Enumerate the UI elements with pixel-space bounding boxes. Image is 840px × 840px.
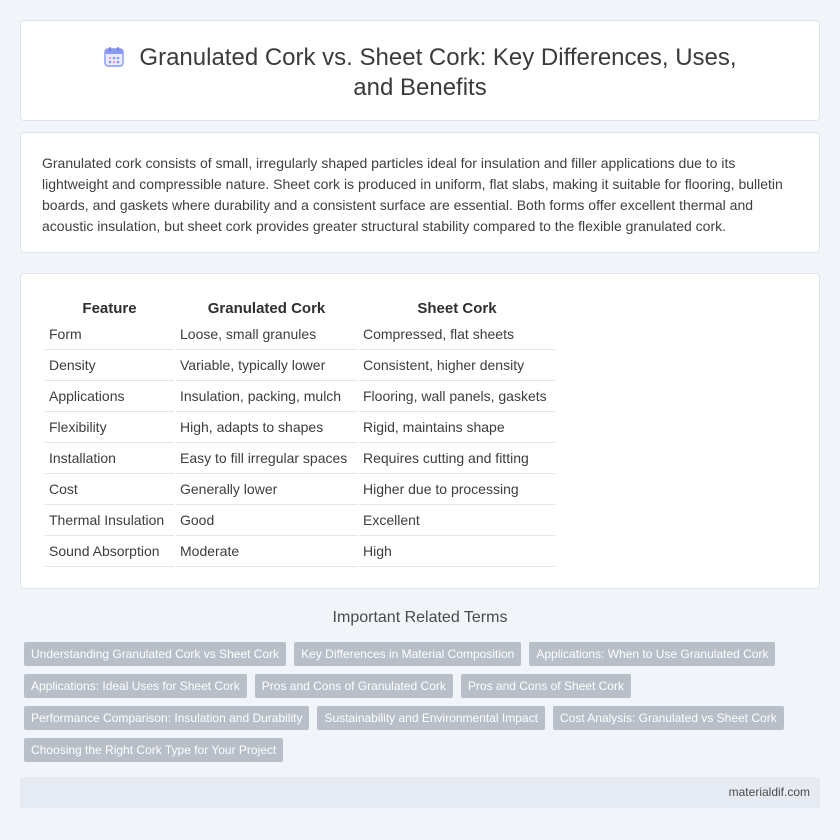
table-cell-granulated: Generally lower — [176, 474, 357, 505]
table-cell-granulated: High, adapts to shapes — [176, 412, 357, 443]
table-cell-sheet: Rigid, maintains shape — [359, 412, 555, 443]
table-row — [45, 381, 555, 412]
table-cell-granulated: Easy to fill irregular spaces — [176, 443, 357, 474]
calendar-icon — [103, 46, 125, 68]
related-term-tag[interactable]: Pros and Cons of Sheet Cork — [461, 674, 631, 698]
table-cell-granulated: Moderate — [176, 536, 357, 567]
intro-card — [20, 132, 820, 253]
table-row — [45, 443, 555, 474]
comparison-card — [20, 273, 820, 589]
header-feature: Feature — [82, 299, 137, 317]
table-cell-feature: Form — [45, 319, 174, 350]
table-cell-feature: Density — [45, 350, 174, 381]
table-cell-granulated: Variable, typically lower — [176, 350, 357, 381]
related-term-tag[interactable]: Key Differences in Material Composition — [294, 642, 521, 666]
table-cell-sheet: Higher due to processing — [359, 474, 555, 505]
table-cell-feature: Applications — [45, 381, 174, 412]
table-cell-sheet: Compressed, flat sheets — [359, 319, 555, 350]
table-body — [45, 319, 555, 567]
related-term-tag[interactable]: Cost Analysis: Granulated vs Sheet Cork — [553, 706, 784, 730]
header-granulated-cork: Granulated Cork — [207, 299, 326, 317]
table-cell-sheet: Requires cutting and fitting — [359, 443, 555, 474]
table-row — [45, 474, 555, 505]
related-term-tag[interactable]: Sustainability and Environmental Impact — [317, 706, 544, 730]
related-term-tag[interactable]: Applications: When to Use Granulated Cork — [529, 642, 775, 666]
table-row — [45, 319, 555, 350]
table-cell-sheet: Flooring, wall panels, gaskets — [359, 381, 555, 412]
table-row — [45, 350, 555, 381]
title-card — [20, 20, 820, 121]
table-cell-granulated: Insulation, packing, mulch — [176, 381, 357, 412]
related-term-tag[interactable]: Understanding Granulated Cork vs Sheet Cork — [24, 642, 286, 666]
table-cell-feature: Sound Absorption — [45, 536, 174, 567]
table-cell-sheet: Excellent — [359, 505, 555, 536]
related-terms-list — [24, 642, 804, 762]
related-term-tag[interactable]: Applications: Ideal Uses for Sheet Cork — [24, 674, 247, 698]
table-cell-feature: Installation — [45, 443, 174, 474]
intro-paragraph: Granulated cork consists of small, irregularly shaped particles ideal for insulation and filler applications due to its lightweight and compressible nature. Sheet cork is produced in uniform, flat slabs, making it suitable for flooring, bulletin boards, and gaskets where durability and a consistent surface are essential. Both forms offer excellent thermal and acoustic insulation, but sheet cork provides greater structural stability compared to the flexible granulated cork. — [42, 155, 783, 234]
table-row — [45, 536, 555, 567]
page-title-wrap — [81, 43, 759, 103]
table-row — [45, 505, 555, 536]
table-cell-feature: Flexibility — [45, 412, 174, 443]
related-term-tag[interactable]: Choosing the Right Cork Type for Your Project — [24, 738, 283, 762]
footer-site[interactable]: materialdif.com — [728, 785, 810, 799]
table-cell-sheet: High — [359, 536, 555, 567]
table-row — [45, 412, 555, 443]
table-cell-granulated: Good — [176, 505, 357, 536]
table-cell-feature: Cost — [45, 474, 174, 505]
table-header-row — [45, 294, 555, 319]
related-term-tag[interactable]: Pros and Cons of Granulated Cork — [255, 674, 453, 698]
table-cell-sheet: Consistent, higher density — [359, 350, 555, 381]
table-cell-granulated: Loose, small granules — [176, 319, 357, 350]
comparison-table — [43, 294, 557, 567]
footer — [20, 777, 820, 808]
header-sheet-cork: Sheet Cork — [417, 299, 497, 317]
page-title: Granulated Cork vs. Sheet Cork: Key Differences, Uses, and Benefits — [139, 44, 737, 101]
related-terms-title: Important Related Terms — [332, 609, 508, 626]
related-term-tag[interactable]: Performance Comparison: Insulation and Durability — [24, 706, 309, 730]
table-cell-feature: Thermal Insulation — [45, 505, 174, 536]
